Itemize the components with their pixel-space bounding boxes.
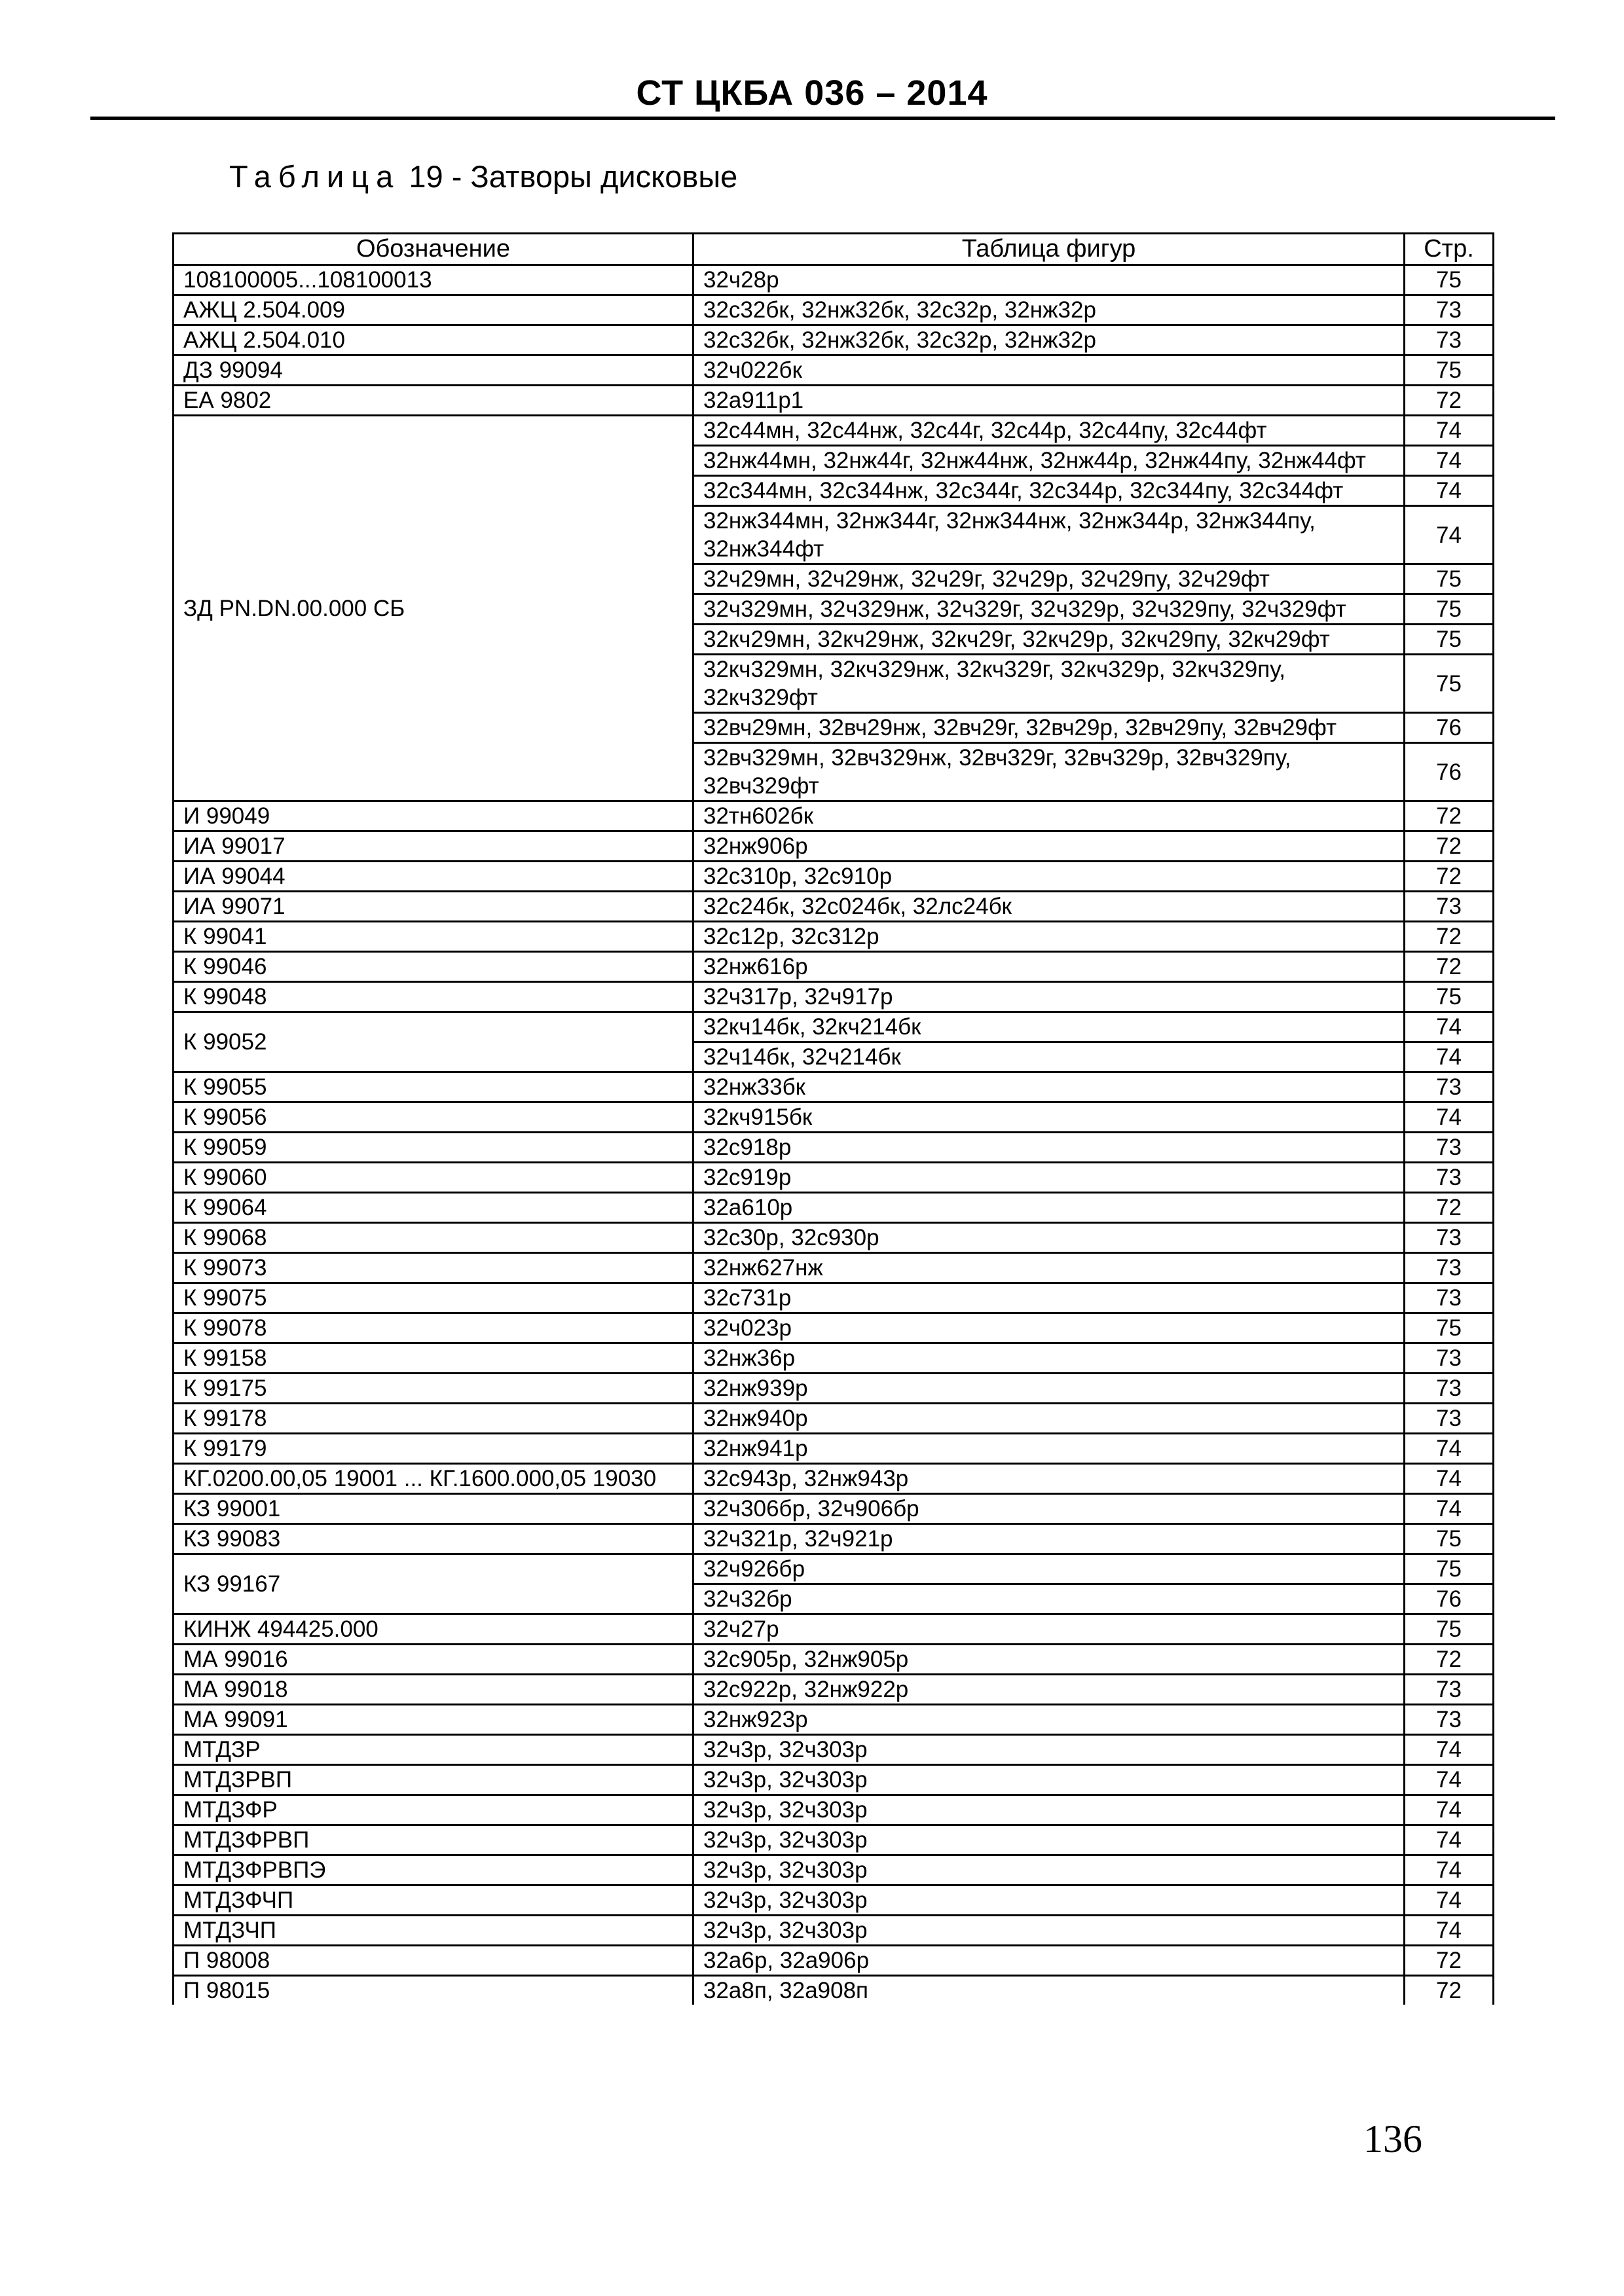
- table-header-row: [174, 234, 1494, 265]
- table-row: [174, 1343, 1494, 1374]
- cell-designation: МА 99016: [174, 1645, 693, 1675]
- table-row: [174, 1223, 1494, 1253]
- cell-page: 74: [1405, 1735, 1494, 1765]
- table-row: [174, 1855, 1494, 1886]
- cell-figures: 32ч14бк, 32ч214бк: [693, 1042, 1405, 1072]
- cell-page: 73: [1405, 1133, 1494, 1163]
- table-row: [174, 265, 1494, 295]
- cell-figures: 32ч27р: [693, 1614, 1405, 1645]
- cell-figures: 32ч29мн, 32ч29нж, 32ч29г, 32ч29р, 32ч29пу, 32ч29фт: [693, 564, 1405, 594]
- cell-page: 73: [1405, 1283, 1494, 1313]
- table-row: [174, 386, 1494, 416]
- column-header-page: Стр.: [1405, 234, 1494, 265]
- cell-designation: МТДЗФРВП: [174, 1825, 693, 1855]
- cell-page: 72: [1405, 922, 1494, 952]
- table-row: [174, 1765, 1494, 1795]
- cell-figures: 32кч329мн, 32кч329нж, 32кч329г, 32кч329р, 32кч329пу, 32кч329фт: [693, 655, 1405, 713]
- cell-page: 73: [1405, 892, 1494, 922]
- cell-designation: МА 99018: [174, 1675, 693, 1705]
- table-row: [174, 1374, 1494, 1404]
- cell-designation: К 99073: [174, 1253, 693, 1283]
- column-header-figures: Таблица фигур: [693, 234, 1405, 265]
- table-row: [174, 1524, 1494, 1554]
- cell-designation: К 99052: [174, 1012, 693, 1072]
- table-row: [174, 1464, 1494, 1494]
- cell-designation: МТДЗФРВПЭ: [174, 1855, 693, 1886]
- cell-designation: МТДЗР: [174, 1735, 693, 1765]
- cell-page: 76: [1405, 713, 1494, 743]
- document-code: СТ ЦКБА 036 – 2014: [636, 73, 988, 113]
- cell-page: 75: [1405, 564, 1494, 594]
- cell-designation: МТДЗЧП: [174, 1916, 693, 1946]
- cell-figures: 32с919р: [693, 1163, 1405, 1193]
- table-row: [174, 1012, 1494, 1042]
- cell-page: 74: [1405, 1765, 1494, 1795]
- cell-designation: К 99075: [174, 1283, 693, 1313]
- cell-figures: 32нж44мн, 32нж44г, 32нж44нж, 32нж44р, 32нж44пу, 32нж44фт: [693, 446, 1405, 476]
- table-caption: [229, 157, 737, 196]
- cell-figures: 32ч3р, 32ч303р: [693, 1855, 1405, 1886]
- cell-page: 72: [1405, 1976, 1494, 2005]
- table-row: [174, 1976, 1494, 2005]
- cell-figures: 32а6р, 32а906р: [693, 1946, 1405, 1976]
- cell-figures: 32с32бк, 32нж32бк, 32с32р, 32нж32р: [693, 295, 1405, 325]
- cell-page: 72: [1405, 1193, 1494, 1223]
- cell-figures: 32с310р, 32с910р: [693, 862, 1405, 892]
- cell-figures: 32нж923р: [693, 1705, 1405, 1735]
- cell-figures: 32нж939р: [693, 1374, 1405, 1404]
- cell-page: 74: [1405, 1825, 1494, 1855]
- table-row: [174, 831, 1494, 862]
- cell-figures: 32ч329мн, 32ч329нж, 32ч329г, 32ч329р, 32ч329пу, 32ч329фт: [693, 594, 1405, 625]
- cell-designation: КИНЖ 494425.000: [174, 1614, 693, 1645]
- cell-designation: П 98015: [174, 1976, 693, 2005]
- cell-designation: И 99049: [174, 801, 693, 831]
- cell-page: 74: [1405, 1795, 1494, 1825]
- cell-figures: 32ч3р, 32ч303р: [693, 1795, 1405, 1825]
- cell-figures: 32нж33бк: [693, 1072, 1405, 1102]
- table-row: [174, 1886, 1494, 1916]
- cell-designation: ИА 99071: [174, 892, 693, 922]
- table-row: [174, 922, 1494, 952]
- cell-page: 75: [1405, 1554, 1494, 1584]
- cell-figures: 32а8п, 32а908п: [693, 1976, 1405, 2005]
- table-row: [174, 1675, 1494, 1705]
- cell-figures: 32ч321р, 32ч921р: [693, 1524, 1405, 1554]
- table-row: [174, 1434, 1494, 1464]
- cell-figures: 32нж36р: [693, 1343, 1405, 1374]
- cell-designation: П 98008: [174, 1946, 693, 1976]
- cell-page: 72: [1405, 952, 1494, 982]
- cell-page: 72: [1405, 862, 1494, 892]
- cell-figures: 32с922р, 32нж922р: [693, 1675, 1405, 1705]
- cell-page: 74: [1405, 1855, 1494, 1886]
- cell-figures: 32нж940р: [693, 1404, 1405, 1434]
- cell-designation: К 99059: [174, 1133, 693, 1163]
- cell-page: 74: [1405, 1916, 1494, 1946]
- table-row: [174, 862, 1494, 892]
- cell-figures: 32с44мн, 32с44нж, 32с44г, 32с44р, 32с44пу, 32с44фт: [693, 416, 1405, 446]
- cell-page: 75: [1405, 1313, 1494, 1343]
- cell-figures: 32вч29мн, 32вч29нж, 32вч29г, 32вч29р, 32вч29пу, 32вч29фт: [693, 713, 1405, 743]
- cell-designation: КЗ 99001: [174, 1494, 693, 1524]
- cell-figures: 32с24бк, 32с024бк, 32лс24бк: [693, 892, 1405, 922]
- cell-figures: 32нж627нж: [693, 1253, 1405, 1283]
- cell-page: 74: [1405, 1102, 1494, 1133]
- cell-page: 72: [1405, 1946, 1494, 1976]
- cell-page: 72: [1405, 831, 1494, 862]
- cell-designation: АЖЦ 2.504.010: [174, 325, 693, 355]
- cell-designation: КЗ 99167: [174, 1554, 693, 1614]
- cell-designation: ДЗ 99094: [174, 355, 693, 386]
- cell-figures: 32ч3р, 32ч303р: [693, 1825, 1405, 1855]
- table-caption-label: Таблица: [229, 159, 401, 194]
- table-row: [174, 1735, 1494, 1765]
- cell-figures: 32ч32бр: [693, 1584, 1405, 1614]
- cell-figures: 32ч3р, 32ч303р: [693, 1765, 1405, 1795]
- table-row: [174, 1614, 1494, 1645]
- cell-figures: 32кч915бк: [693, 1102, 1405, 1133]
- cell-page: 72: [1405, 1645, 1494, 1675]
- table-row: [174, 325, 1494, 355]
- cell-designation: К 99064: [174, 1193, 693, 1223]
- table-row: [174, 1705, 1494, 1735]
- cell-designation: КГ.0200.00,05 19001 ... КГ.1600.000,05 19030: [174, 1464, 693, 1494]
- table-row: [174, 1554, 1494, 1584]
- cell-figures: 32кч29мн, 32кч29нж, 32кч29г, 32кч29р, 32кч29пу, 32кч29фт: [693, 625, 1405, 655]
- cell-page: 74: [1405, 506, 1494, 564]
- cell-figures: 32ч926бр: [693, 1554, 1405, 1584]
- cell-page: 73: [1405, 1705, 1494, 1735]
- cell-figures: 32вч329мн, 32вч329нж, 32вч329г, 32вч329р, 32вч329пу, 32вч329фт: [693, 743, 1405, 801]
- cell-page: 75: [1405, 265, 1494, 295]
- cell-page: 74: [1405, 1042, 1494, 1072]
- cell-designation: АЖЦ 2.504.009: [174, 295, 693, 325]
- table-row: [174, 952, 1494, 982]
- cell-figures: 32нж616р: [693, 952, 1405, 982]
- cell-figures: 32с30р, 32с930р: [693, 1223, 1405, 1253]
- table-row: [174, 1494, 1494, 1524]
- cell-page: 74: [1405, 1434, 1494, 1464]
- cell-designation: ЕА 9802: [174, 386, 693, 416]
- cell-designation: К 99055: [174, 1072, 693, 1102]
- cell-page: 74: [1405, 1464, 1494, 1494]
- cell-figures: 32а610р: [693, 1193, 1405, 1223]
- cell-page: 74: [1405, 476, 1494, 506]
- cell-figures: 32с905р, 32нж905р: [693, 1645, 1405, 1675]
- cell-designation: К 99178: [174, 1404, 693, 1434]
- valves-table: [172, 232, 1494, 2005]
- cell-designation: МТДЗРВП: [174, 1765, 693, 1795]
- cell-figures: 32ч3р, 32ч303р: [693, 1886, 1405, 1916]
- cell-designation: КЗ 99083: [174, 1524, 693, 1554]
- cell-figures: 32ч317р, 32ч917р: [693, 982, 1405, 1012]
- table-row: [174, 801, 1494, 831]
- cell-page: 75: [1405, 594, 1494, 625]
- cell-page: 73: [1405, 1163, 1494, 1193]
- cell-page: 76: [1405, 743, 1494, 801]
- cell-figures: 32с32бк, 32нж32бк, 32с32р, 32нж32р: [693, 325, 1405, 355]
- cell-figures: 32с12р, 32с312р: [693, 922, 1405, 952]
- cell-page: 72: [1405, 801, 1494, 831]
- cell-page: 75: [1405, 625, 1494, 655]
- cell-designation: К 99048: [174, 982, 693, 1012]
- cell-page: 73: [1405, 1072, 1494, 1102]
- table-row: [174, 1072, 1494, 1102]
- table-row: [174, 1916, 1494, 1946]
- table-row: [174, 892, 1494, 922]
- cell-figures: 32с731р: [693, 1283, 1405, 1313]
- cell-figures: 32ч3р, 32ч303р: [693, 1916, 1405, 1946]
- table-row: [174, 1946, 1494, 1976]
- cell-figures: 32кч14бк, 32кч214бк: [693, 1012, 1405, 1042]
- cell-designation: ЗД PN.DN.00.000 СБ: [174, 416, 693, 801]
- column-header-designation: Обозначение: [174, 234, 693, 265]
- table-row: [174, 1102, 1494, 1133]
- table-row: [174, 295, 1494, 325]
- cell-figures: 32тн602бк: [693, 801, 1405, 831]
- cell-page: 74: [1405, 1012, 1494, 1042]
- cell-figures: 32ч022бк: [693, 355, 1405, 386]
- table-row: [174, 416, 1494, 446]
- cell-designation: К 99056: [174, 1102, 693, 1133]
- cell-page: 73: [1405, 1374, 1494, 1404]
- table-row: [174, 1825, 1494, 1855]
- cell-designation: К 99179: [174, 1434, 693, 1464]
- cell-designation: К 99046: [174, 952, 693, 982]
- cell-page: 74: [1405, 1494, 1494, 1524]
- cell-page: 75: [1405, 1524, 1494, 1554]
- table-row: [174, 1645, 1494, 1675]
- cell-designation: ИА 99044: [174, 862, 693, 892]
- cell-designation: К 99060: [174, 1163, 693, 1193]
- cell-page: 73: [1405, 1253, 1494, 1283]
- cell-page: 72: [1405, 386, 1494, 416]
- cell-page: 73: [1405, 1675, 1494, 1705]
- cell-page: 74: [1405, 416, 1494, 446]
- cell-page: 73: [1405, 295, 1494, 325]
- cell-page: 74: [1405, 446, 1494, 476]
- cell-page: 73: [1405, 1404, 1494, 1434]
- cell-figures: 32ч3р, 32ч303р: [693, 1735, 1405, 1765]
- header-rule: [90, 117, 1555, 120]
- cell-designation: К 99158: [174, 1343, 693, 1374]
- cell-designation: К 99068: [174, 1223, 693, 1253]
- cell-figures: 32ч023р: [693, 1313, 1405, 1343]
- cell-figures: 32с344мн, 32с344нж, 32с344г, 32с344р, 32с344пу, 32с344фт: [693, 476, 1405, 506]
- table-row: [174, 1193, 1494, 1223]
- cell-designation: МА 99091: [174, 1705, 693, 1735]
- table-row: [174, 982, 1494, 1012]
- table-row: [174, 1163, 1494, 1193]
- cell-page: 74: [1405, 1886, 1494, 1916]
- cell-designation: К 99041: [174, 922, 693, 952]
- table-row: [174, 355, 1494, 386]
- cell-designation: МТДЗФР: [174, 1795, 693, 1825]
- cell-figures: 32а911р1: [693, 386, 1405, 416]
- cell-designation: МТДЗФЧП: [174, 1886, 693, 1916]
- cell-designation: 108100005...108100013: [174, 265, 693, 295]
- cell-page: 75: [1405, 982, 1494, 1012]
- cell-page: 73: [1405, 1343, 1494, 1374]
- cell-page: 73: [1405, 325, 1494, 355]
- cell-designation: К 99078: [174, 1313, 693, 1343]
- table-row: [174, 1253, 1494, 1283]
- cell-figures: 32нж344мн, 32нж344г, 32нж344нж, 32нж344р, 32нж344пу, 32нж344фт: [693, 506, 1405, 564]
- cell-designation: ИА 99017: [174, 831, 693, 862]
- cell-page: 73: [1405, 1223, 1494, 1253]
- table-row: [174, 1404, 1494, 1434]
- table-row: [174, 1795, 1494, 1825]
- table-row: [174, 1283, 1494, 1313]
- cell-page: 75: [1405, 655, 1494, 713]
- cell-figures: 32нж941р: [693, 1434, 1405, 1464]
- cell-figures: 32нж906р: [693, 831, 1405, 862]
- cell-figures: 32с943р, 32нж943р: [693, 1464, 1405, 1494]
- cell-page: 75: [1405, 355, 1494, 386]
- cell-page: 76: [1405, 1584, 1494, 1614]
- cell-page: 75: [1405, 1614, 1494, 1645]
- cell-designation: К 99175: [174, 1374, 693, 1404]
- table-row: [174, 1313, 1494, 1343]
- cell-figures: 32ч28р: [693, 265, 1405, 295]
- table-row: [174, 1133, 1494, 1163]
- page-number: 136: [1363, 2117, 1422, 2160]
- cell-figures: 32ч306бр, 32ч906бр: [693, 1494, 1405, 1524]
- cell-figures: 32с918р: [693, 1133, 1405, 1163]
- table-caption-text: 19 - Затворы дисковые: [409, 159, 738, 194]
